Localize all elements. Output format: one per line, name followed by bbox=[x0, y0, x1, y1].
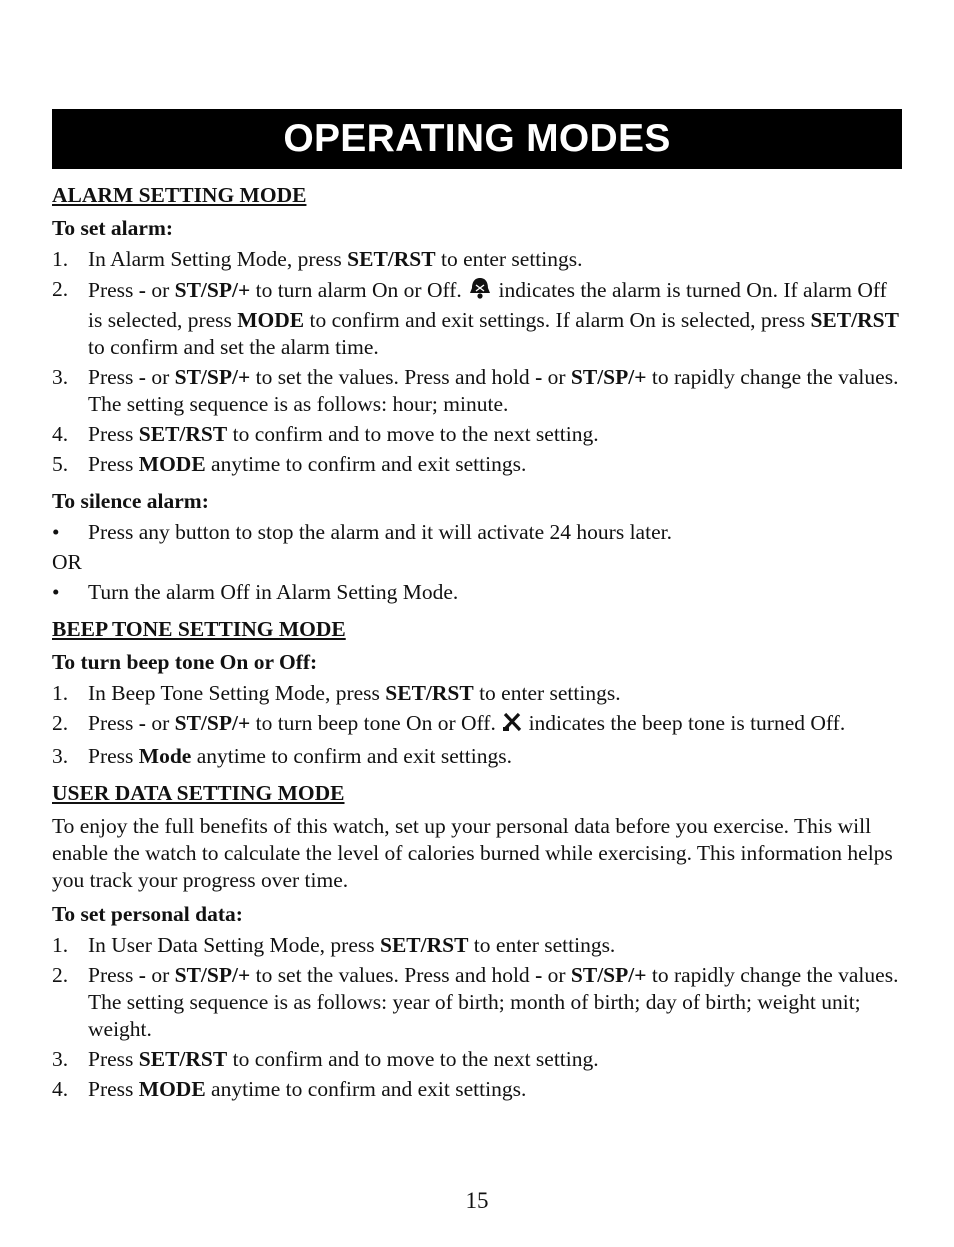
or-text: OR bbox=[52, 550, 82, 574]
section-heading-user: USER DATA SETTING MODE bbox=[52, 781, 345, 805]
subheading-silence-alarm: To silence alarm: bbox=[52, 489, 209, 513]
page-title: OPERATING MODES bbox=[283, 117, 671, 160]
list-item: 2. Press - or ST/SP/+ to set the values. Press and hold - or ST/SP/+ to rapidly change the values. The setting sequence is as follows: year of birth; month of birth; day of birth; weight unit; weight. bbox=[52, 963, 899, 1041]
subheading-beep: To turn beep tone On or Off: bbox=[52, 650, 318, 674]
list-item: • Turn the alarm Off in Alarm Setting Mode. bbox=[52, 580, 459, 604]
section-heading-beep: BEEP TONE SETTING MODE bbox=[52, 617, 346, 641]
list-item: 4. Press MODE anytime to confirm and exit settings. bbox=[52, 1077, 527, 1101]
list-item: 5. Press MODE anytime to confirm and exit settings. bbox=[52, 452, 527, 476]
list-item: 3. Press - or ST/SP/+ to set the values. Press and hold - or ST/SP/+ to rapidly change the values. The setting sequence is as follows: hour; minute. bbox=[52, 365, 899, 416]
bell-icon bbox=[467, 276, 493, 307]
list-item: 3. Press Mode anytime to confirm and exit settings. bbox=[52, 744, 512, 768]
list-item: 3. Press SET/RST to confirm and to move to the next setting. bbox=[52, 1047, 599, 1071]
intro-paragraph: To enjoy the full benefits of this watch, set up your personal data before you exercise. This will enable the watch to calculate the level of calories burned while exercising. This information helps you track your progress over time. bbox=[52, 814, 893, 892]
list-item: 1. In Alarm Setting Mode, press SET/RST to enter settings. bbox=[52, 247, 583, 271]
page-number: 15 bbox=[465, 1188, 489, 1213]
list-item: 4. Press SET/RST to confirm and to move to the next setting. bbox=[52, 422, 599, 446]
list-item: 2. Press - or ST/SP/+ to turn alarm On or Off. indicates the alarm is turned On. If alarm Off is selected, press MODE to confirm and exit settings. If alarm On is selected, press SET/RST to confirm and set the alarm time. bbox=[52, 277, 899, 359]
list-item: 1. In User Data Setting Mode, press SET/RST to enter settings. bbox=[52, 933, 616, 957]
list-item: 2. Press - or ST/SP/+ to turn beep tone On or Off. indicates the beep tone is turned Off. bbox=[52, 710, 902, 740]
list-item: 1. In Beep Tone Setting Mode, press SET/RST to enter settings. bbox=[52, 681, 621, 705]
page-banner bbox=[52, 109, 902, 169]
list-item: • Press any button to stop the alarm and it will activate 24 hours later. bbox=[52, 520, 672, 544]
subheading-set-alarm: To set alarm: bbox=[52, 216, 174, 240]
document-body bbox=[52, 182, 902, 1106]
subheading-personal-data: To set personal data: bbox=[52, 902, 243, 926]
section-heading-alarm: ALARM SETTING MODE bbox=[52, 183, 307, 207]
mute-icon bbox=[501, 711, 523, 740]
